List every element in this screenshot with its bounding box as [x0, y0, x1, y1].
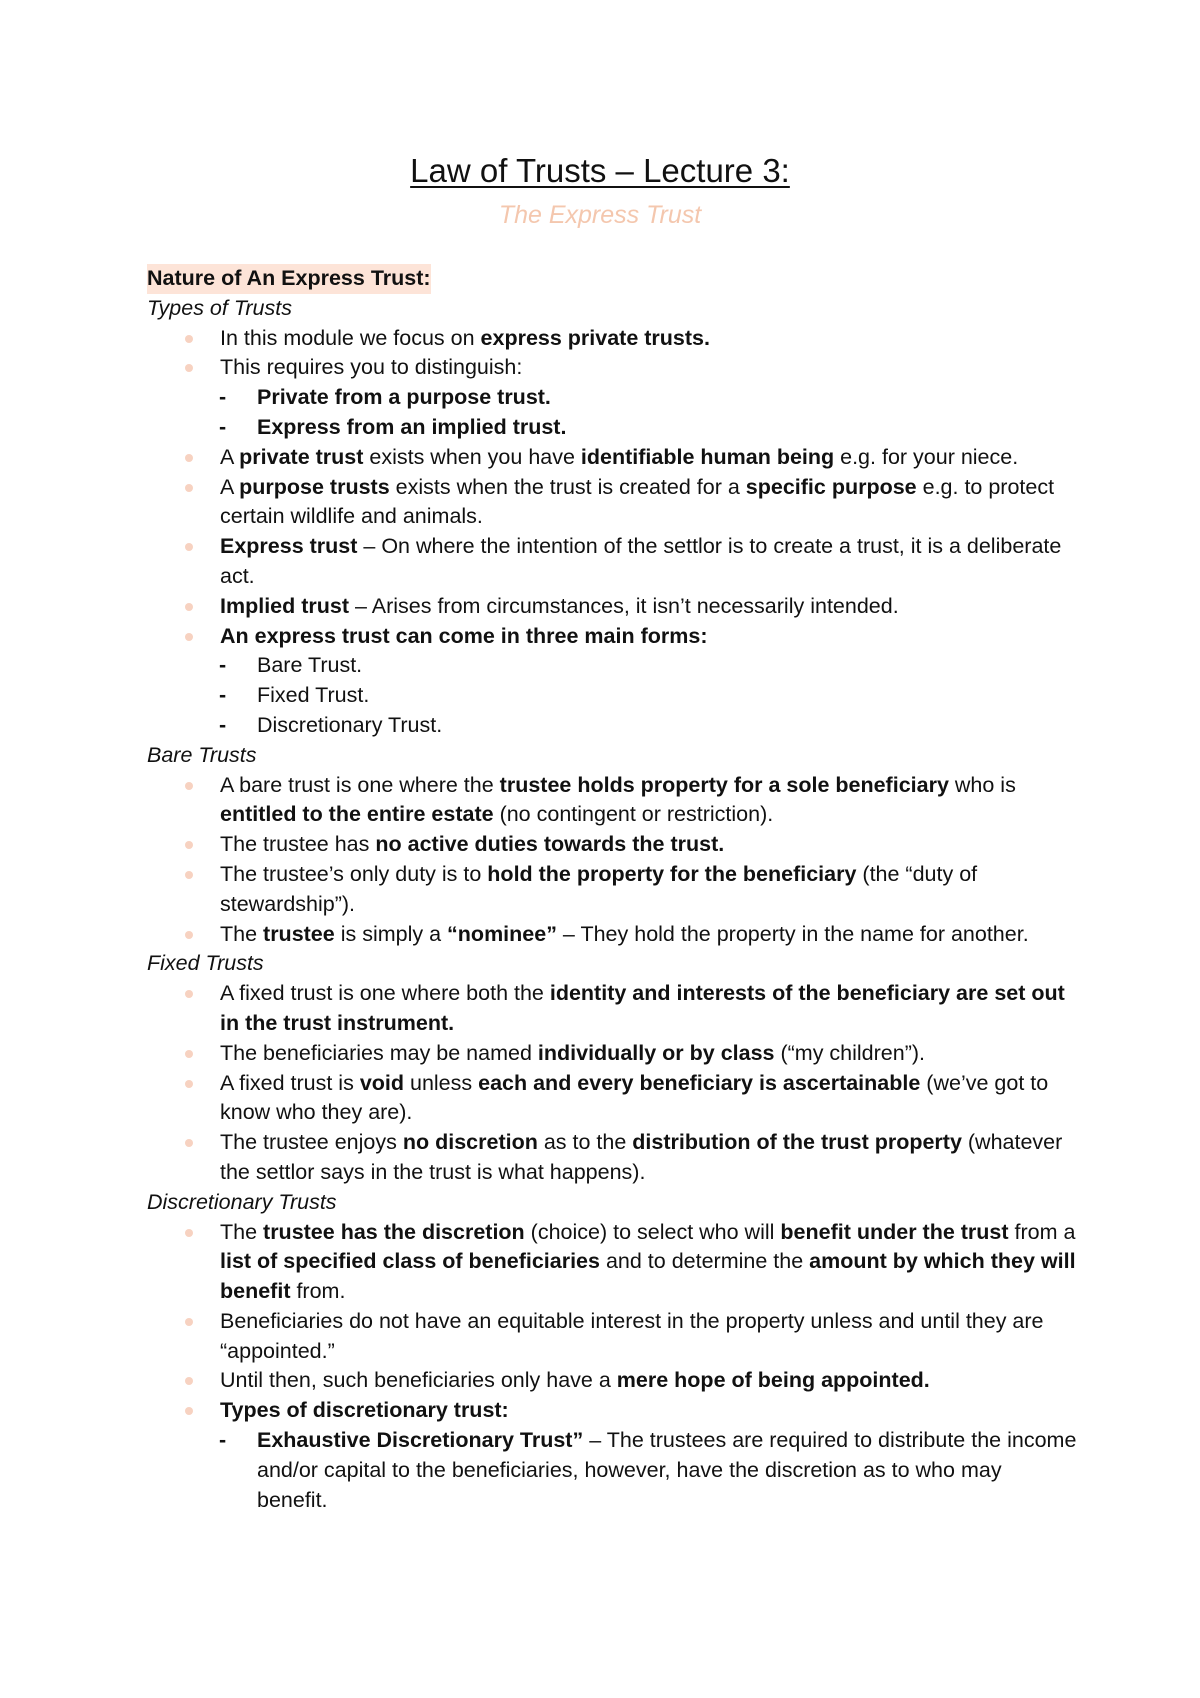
bold-text: hold the property for the beneficiary [487, 861, 857, 886]
bullet-item [147, 324, 1077, 354]
body-text: e.g. to protect certain wildlife and animals. [220, 474, 1055, 529]
sections-container [147, 294, 1077, 1516]
body-text: A [220, 474, 240, 499]
bold-text: amount by which they will benefit [220, 1249, 1076, 1304]
bullet-item [147, 1396, 1077, 1426]
body-text: Bare Trust. [257, 653, 363, 678]
section-heading: Nature of An Express Trust: [147, 264, 431, 294]
body-text: e.g. for your niece. [834, 444, 1019, 469]
bullet-item [147, 1307, 1077, 1367]
body-text: as to the [537, 1130, 633, 1155]
bold-text: benefit under the trust [780, 1219, 1009, 1244]
sub-item [147, 651, 1077, 681]
body-text: The [220, 1219, 264, 1244]
sub-item [147, 413, 1077, 443]
bullet-item [147, 1039, 1077, 1069]
bold-text: no active duties towards the trust. [375, 832, 725, 857]
body-text: A fixed trust is one where both the [220, 981, 550, 1006]
body-text: The beneficiaries may be named [220, 1040, 538, 1065]
body-text: Discretionary Trust. [257, 712, 443, 737]
bold-text: express private trusts. [480, 325, 710, 350]
bold-text: entitled to the entire estate [220, 802, 494, 827]
sub-heading: Fixed Trusts [147, 951, 264, 976]
bullet-dot-icon [185, 543, 193, 551]
body-text: (we’ve got to know who they are). [220, 1070, 1049, 1125]
document-body [147, 264, 1077, 1515]
body-text: (the “duty of stewardship”). [220, 861, 978, 916]
bullet-dot-icon [185, 364, 193, 372]
bullet-item [147, 1069, 1077, 1129]
bullet-item [147, 1366, 1077, 1396]
section-heading-row [147, 264, 1077, 294]
bold-text: Implied trust [220, 593, 350, 618]
body-text: (whatever the settlor says in the trust is what happens). [220, 1130, 1063, 1184]
body-text: exists when you have [363, 444, 581, 469]
dash-icon: - [219, 1428, 227, 1453]
bold-text: no discretion [402, 1130, 538, 1155]
body-text: from a [1008, 1219, 1076, 1244]
bold-text: “nominee” [447, 921, 557, 946]
bullet-dot-icon [185, 454, 193, 462]
bold-text: identity and interests of the beneficiary are set out in the trust instrument. [220, 981, 1065, 1035]
bold-text: trustee [263, 921, 335, 946]
body-text: – Arises from circumstances, it isn’t necessarily intended. [349, 593, 899, 618]
body-text: (no contingent or restriction). [493, 802, 774, 827]
bold-text: An express trust can come in three main forms: [220, 623, 708, 648]
bullet-dot-icon [185, 841, 193, 849]
bullet-dot-icon [185, 1377, 193, 1385]
body-text: The [220, 921, 264, 946]
bullet-dot-icon [185, 1229, 193, 1237]
body-text: – The trustees are required to distribute the income and/or capital to the beneficiaries, however, have the discretion as to who may benefit. [257, 1428, 1077, 1512]
bullet-item [147, 1218, 1077, 1307]
sub-item [147, 383, 1077, 413]
body-text: Until then, such beneficiaries only have a [220, 1368, 617, 1393]
body-text: from. [290, 1279, 346, 1304]
bullet-item [147, 860, 1077, 920]
bullet-dot-icon [185, 931, 193, 939]
bold-text: void [359, 1070, 405, 1095]
body-text: unless [404, 1070, 479, 1095]
page-subtitle: The Express Trust [498, 201, 702, 229]
body-text: and to determine the [599, 1249, 810, 1274]
bold-text: individually or by class [537, 1040, 775, 1065]
bullet-dot-icon [185, 1080, 193, 1088]
body-text: A fixed trust is [220, 1070, 360, 1095]
body-text: The trustee enjoys [220, 1130, 403, 1155]
bullet-item [147, 353, 1077, 383]
body-text: is simply a [334, 921, 448, 946]
bullet-dot-icon [185, 603, 193, 611]
bold-text: identifiable human being [580, 444, 835, 469]
bullet-dot-icon [185, 782, 193, 790]
bullet-item [147, 532, 1077, 592]
body-text: – On where the intention of the settlor is to create a trust, it is a deliberate act. [220, 534, 1062, 588]
body-text: In this module we focus on [220, 325, 481, 350]
bullet-dot-icon [185, 990, 193, 998]
sub-heading: Bare Trusts [147, 742, 257, 767]
page-title: Law of Trusts – Lecture 3: [410, 152, 790, 189]
body-text: Beneficiaries do not have an equitable interest in the property unless and until they are “appointed.” [220, 1308, 1044, 1363]
bold-text: Express from an implied trust. [257, 414, 567, 439]
dash-icon: - [219, 414, 227, 439]
sub-heading: Types of Trusts [147, 295, 292, 320]
body-text: exists when the trust is created for a [389, 474, 746, 499]
dash-icon: - [219, 385, 227, 410]
body-text: A [220, 444, 240, 469]
bullet-dot-icon [185, 1139, 193, 1147]
bullet-item [147, 473, 1077, 533]
sub-heading: Discretionary Trusts [147, 1189, 337, 1214]
bullet-item [147, 592, 1077, 622]
bullet-item [147, 443, 1077, 473]
bold-text: Exhaustive Discretionary Trust” [257, 1428, 584, 1453]
bold-text: Express trust [220, 534, 358, 559]
body-text: (choice) to select who will [524, 1219, 781, 1244]
bullet-item [147, 622, 1077, 652]
bullet-dot-icon [185, 1318, 193, 1326]
bold-text: trustee holds property for a sole beneficiary [499, 772, 949, 797]
sub-item [147, 711, 1077, 741]
sub-item [147, 1426, 1077, 1515]
bullet-dot-icon [185, 1407, 193, 1415]
body-text: who is [948, 772, 1016, 797]
sub-item [147, 681, 1077, 711]
bullet-item [147, 1128, 1077, 1188]
bullet-dot-icon [185, 335, 193, 343]
dash-icon: - [219, 712, 227, 737]
body-text: A bare trust is one where the [220, 772, 500, 797]
bullet-dot-icon [185, 871, 193, 879]
bullet-item [147, 920, 1077, 950]
bullet-dot-icon [185, 633, 193, 641]
body-text: – They hold the property in the name for another. [556, 921, 1029, 946]
body-text: Fixed Trust. [257, 683, 370, 708]
dash-icon: - [219, 683, 227, 708]
bullet-dot-icon [185, 484, 193, 492]
bullet-item [147, 830, 1077, 860]
bold-text: mere hope of being appointed. [616, 1368, 930, 1393]
body-text: The trustee’s only duty is to [220, 861, 488, 886]
bold-text: each and every beneficiary is ascertainable [478, 1070, 921, 1095]
dash-icon: - [219, 653, 227, 678]
body-text: (“my children”). [774, 1040, 926, 1065]
bold-text: Private from a purpose trust. [257, 385, 551, 410]
bold-text: list of specified class of beneficiaries [220, 1249, 600, 1274]
bold-text: specific purpose [745, 474, 917, 499]
body-text: This requires you to distinguish: [220, 355, 523, 380]
bold-text: purpose trusts [239, 474, 390, 499]
body-text: The trustee has [220, 832, 376, 857]
bullet-dot-icon [185, 1050, 193, 1058]
bold-text: Types of discretionary trust: [220, 1398, 509, 1423]
bullet-item [147, 771, 1077, 831]
bold-text: distribution of the trust property [632, 1130, 962, 1155]
bold-text: trustee has the discretion [263, 1219, 525, 1244]
bold-text: private trust [239, 444, 364, 469]
bullet-item [147, 979, 1077, 1039]
